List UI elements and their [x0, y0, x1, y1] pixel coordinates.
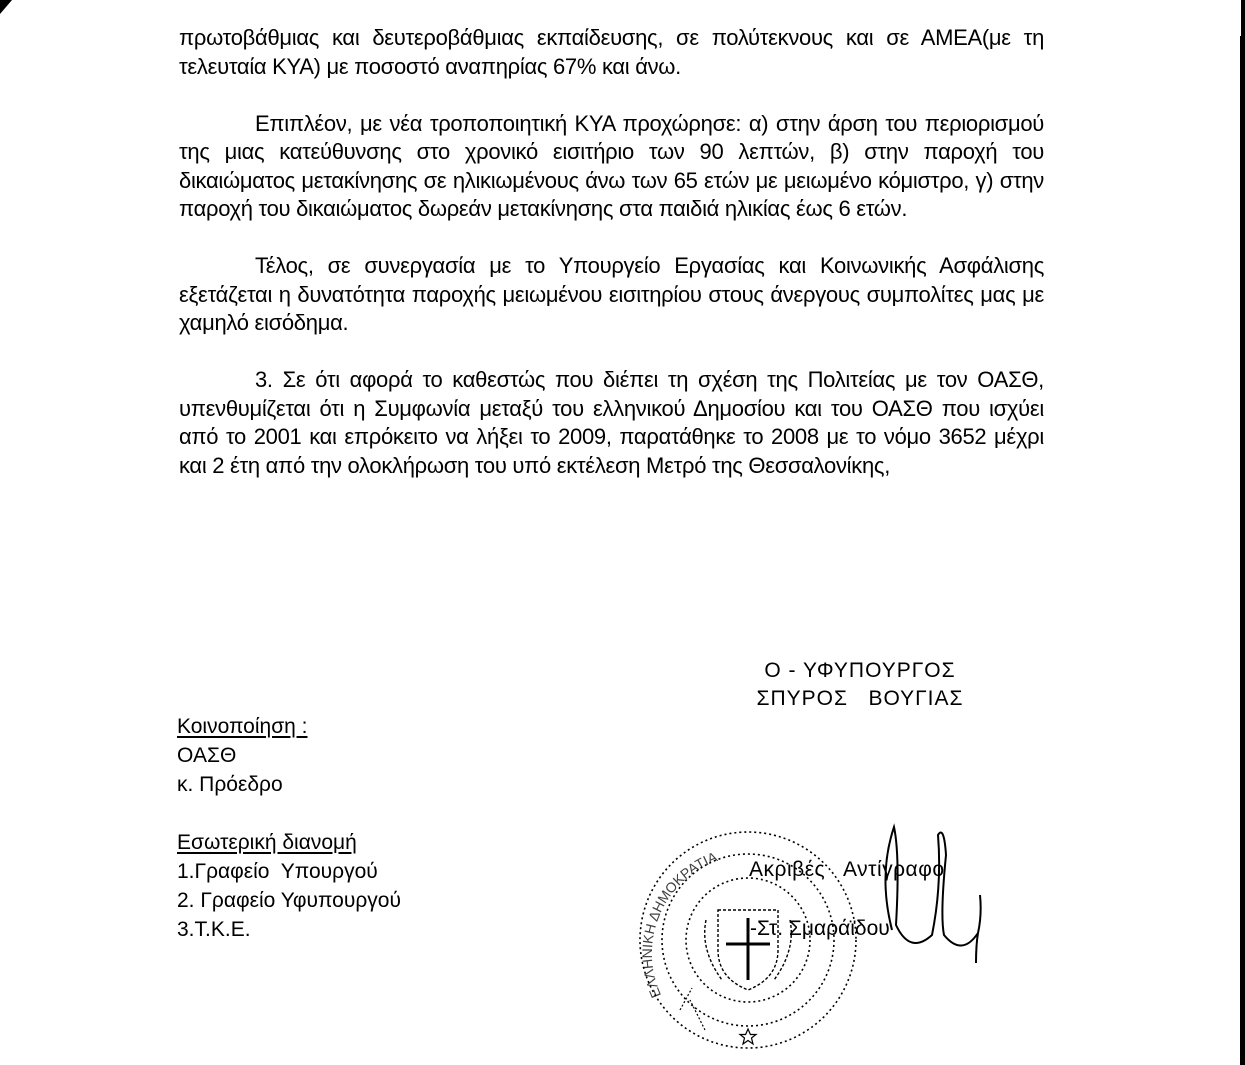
distribution-item: 3.Τ.Κ.Ε.: [177, 918, 251, 941]
distribution-item: 2. Γραφείο Υφυπουργού: [177, 889, 401, 912]
internal-distribution-header: Εσωτερική διανομή: [177, 831, 357, 854]
star-icon: [740, 1029, 756, 1044]
handwritten-signature: [870, 815, 990, 965]
certifier-name: -Στ. Σμαράϊδου: [750, 917, 890, 940]
signatory-name: ΣΠΥΡΟΣ ΒΟΥΓΙΑΣ: [756, 687, 964, 710]
distribution-item: 1.Γραφείο Υπουργού: [177, 860, 378, 883]
paragraph-unemployed: Τέλος, σε συνεργασία με το Υπουργείο Εργασίας και Κοινωνικής Ασφάλισης εξετάζεται η δυνατότητα παροχής μειωμένου εισιτηρίου στους άνεργους συμπολίτες μας με χαμηλό εισόδημα.: [179, 253, 1044, 335]
scan-edge-line: [1240, 36, 1245, 1065]
scan-edge-top: [1241, 0, 1245, 40]
scan-corner-mark: [0, 0, 12, 14]
notification-recipient: ΟΑΣΘ: [177, 744, 237, 767]
signatory-block: [740, 657, 980, 713]
stamp-ring-text: ΕΛΛΗΝΙΚΗ ΔΗΜΟΚΡΑΤΙΑ: [638, 848, 720, 1001]
signatory-title: Ο - ΥΦΥΠΟΥΡΓΟΣ: [764, 659, 956, 682]
notification-header: Κοινοποίηση :: [177, 715, 308, 738]
letter-body: [179, 24, 1044, 509]
certified-copy-label: Ακριβές Αντίγραφο: [749, 858, 945, 881]
paragraph-oasth-agreement: 3. Σε ότι αφορά το καθεστώς που διέπει τη σχέση της Πολιτείας με τον ΟΑΣΘ, υπενθυμίζεται ότι η Συμφωνία μεταξύ του ελληνικού Δημοσίου και του ΟΑΣΘ που ισχύει από το 2001 και επρόκειτο να λήξει το 2009, παρατάθηκε το 2008 με το νόμο 3652 μέχρι και 2 έτη από την ολοκλήρωση του υπό εκτέλεση Μετρό της Θεσσαλονίκης,: [179, 367, 1044, 478]
notification-recipient: κ. Πρόεδρο: [177, 773, 283, 796]
paragraph-education: πρωτοβάθμιας και δευτεροβάθμιας εκπαίδευσης, σε πολύτεκνους και σε ΑΜΕΑ(με τη τελευταία ΚΥΑ) με ποσοστό αναπηρίας 67% και άνω.: [179, 25, 1044, 79]
paragraph-amendment: Επιπλέον, με νέα τροποποιητική ΚΥΑ προχώρησε: α) στην άρση του περιορισμού της μιας κατεύθυνσης στο χρονικό εισιτήριο των 90 λεπτών, β) στην παροχή του δικαιώματος μετακίνησης σε ηλικιωμένους άνω των 65 ετών με μειωμένο κόμιστρο, γ) στην παροχή του δικαιώματος δωρεάν μετακίνησης στα παιδιά ηλικίας έως 6 ετών.: [179, 110, 1044, 221]
distribution-block: [177, 712, 401, 944]
